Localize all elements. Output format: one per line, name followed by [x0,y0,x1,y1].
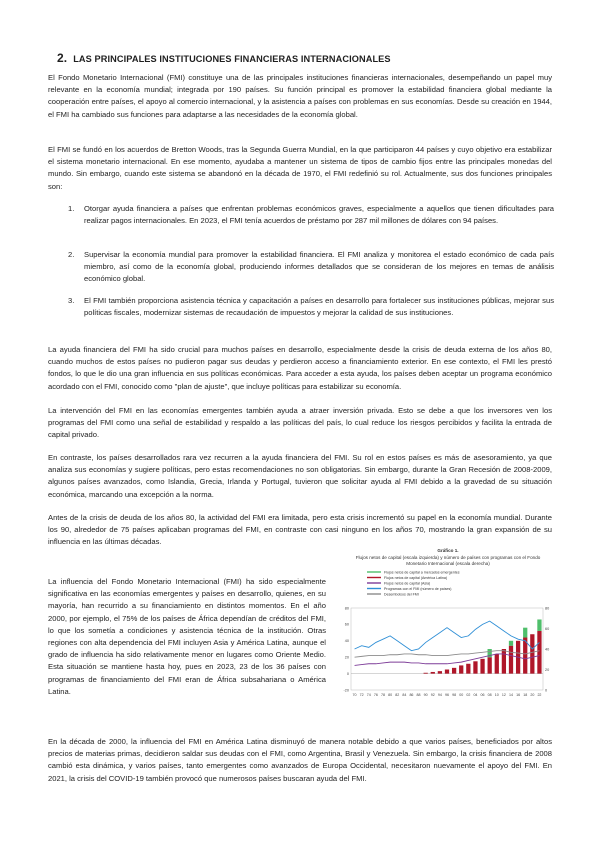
paragraph-8: En la década de 2000, la influencia del FMI en América Latina disminuyó de manera notable debido a que varios países, beneficiados por altos precios de materias primas, decidieron saldar sus deudas con el FMI, como Argentina, Brasil y Venezuela. Sin embargo, la crisis financiera de 2008 cambió esta dinámica, y varios países, tanto emergentes como avanzados de Europa Occidental, necesitaron nuevamente el apoyo del FMI. En 2021, la crisis del COVID-19 también provocó que numerosos países buscaran ayuda del FMI. [48,737,552,783]
bar [509,646,513,674]
bar [431,672,435,674]
section-title: LAS PRINCIPALES INSTITUCIONES FINANCIERAS INTERNACIONALES [73,54,391,64]
x-tick-label: 74 [366,693,371,697]
bar [452,668,456,674]
x-tick-label: 06 [480,693,485,697]
section-number: 2. [57,51,68,65]
x-tick-label: 20 [530,693,535,697]
list-text: El FMI también proporciona asistencia técnica y capacitación a países en desarrollo para fortalecer sus instituciones públicas, mejorar sus políticas fiscales, modernizar sistemas de recaudación de impuestos y mejorar la calidad de sus instituciones. [84,296,554,318]
bar [488,657,492,673]
bar [495,654,499,674]
bar [424,673,428,674]
bar [480,659,484,674]
chart-figure [337,548,559,704]
x-tick-label: 90 [423,693,428,697]
x-tick-label: 00 [459,693,464,697]
x-tick-label: 02 [466,693,471,697]
legend-label: Flujos netos de capital (América Latina) [384,576,448,581]
y-left-tick-label: 40 [344,639,349,644]
y-right-tick-label: 60 [545,626,550,631]
x-tick-label: 92 [430,693,435,697]
x-tick-label: 70 [352,693,357,697]
green-bar [537,619,541,630]
paragraph-1: El Fondo Monetario Internacional (FMI) constituye una de las principales instituciones financieras internacionales, desempeñando un papel muy relevante en la economía mundial; integrada por 190 países. Su función principal es promover la estabilidad financiera global mediante la cooperación entre países, el apoyo al comercio internacional, y la asistencia a países con problemas en sus economías. Desde su creación en 1944, el FMI ha cambiado sus funciones para adaptarse a las necesidades de la economía global. [48,73,552,119]
chart-title: Gráfico 1. [437,548,459,553]
x-tick-label: 10 [494,693,499,697]
x-tick-label: 08 [487,693,492,697]
bar [502,649,506,674]
bar [530,634,534,673]
list-text: Supervisar la economía mundial para promover la estabilidad financiera. El FMI analiza y monitorea el estado económico de cada país miembro, así como de la economía global, produciendo informes detallados que se consideran de los mejores en temas de análisis económico global. [84,250,554,284]
x-tick-label: 12 [501,693,506,697]
bar [438,671,442,673]
x-tick-label: 96 [445,693,449,697]
y-right-tick-label: 40 [545,647,550,652]
x-tick-label: 84 [402,693,407,697]
bar [537,631,541,674]
x-tick-label: 88 [416,693,421,697]
legend-label: Programas con el FMI (número de países) [384,587,452,592]
list-number: 2. [68,250,75,259]
y-left-tick-label: 80 [344,606,349,611]
y-right-tick-label: 80 [545,606,550,611]
section-heading [57,51,391,65]
paragraph-4: La intervención del FMI en las economías emergentes también ayuda a atraer inversión privada. Esto se debe a que los inversores ven los programas del FMI como una señal de estabilidad y respaldo a las políticas del país, lo cual reduce los riesgos percibidos y facilita la entrada de capital privado. [48,406,552,440]
paragraph-5: En contraste, los países desarrollados rara vez recurren a la ayuda financiera del FMI. Su rol en estos países es más de asesoramiento, ya que analiza sus economías y sugiere políticas, pero estas recomendaciones no son obligatorias. Sin embargo, durante la Gran Recesión de 2008-2009, algunos países avanzados, como Islandia, Grecia, Irlanda y Portugal, tuvieron que solicitar ayuda al FMI debido a la gravedad de su situación económica, marcando una excepción a la norma. [48,453,552,499]
plot-frame [351,608,543,690]
legend-label: Flujos netos de capital a mercados emergentes [384,570,460,575]
y-left-tick-label: 0 [346,671,349,676]
y-right-tick-label: 0 [545,688,548,693]
x-tick-label: 98 [452,693,457,697]
bar [473,661,477,673]
list-number: 1. [68,204,75,213]
bar [466,664,470,674]
legend-label: Desembolsos del FMI [384,592,419,597]
x-tick-label: 86 [409,693,414,697]
x-tick-label: 14 [509,693,513,697]
x-tick-label: 80 [388,693,393,697]
y-left-tick-label: -20 [343,688,349,693]
x-tick-label: 22 [537,693,542,697]
green-bar [523,628,527,638]
x-tick-label: 18 [523,693,528,697]
x-tick-label: 04 [473,693,478,697]
list-text: Otorgar ayuda financiera a países que enfrentan problemas económicos graves, especialmente a aquellos que tienen dificultades para realizar pagos internacionales. En 2023, el FMI tenía acuerdos de préstamo por 287 mil millones de dólares con 94 países. [84,204,554,226]
x-tick-label: 78 [381,693,385,697]
chart-subtitle: Flujos netos de capital (escala izquierda) y número de países con programas con el Fondo [355,555,541,560]
paragraph-3: La ayuda financiera del FMI ha sido crucial para muchos países en desarrollo, especialmente desde la crisis de deuda externa de los años 80, cuando muchos de estos países no pudieron pagar sus deudas y perdieron acceso a financiamiento exterior. En ese contexto, el FMI les prestó fondos, lo que le dio una gran influencia en sus políticas económicas. Para acceder a esta ayuda, los países deben aceptar un programa económico acordado con el FMI, conocido como "plan de ajuste", que incluye políticas para estabilizar su economía. [48,345,552,391]
paragraph-7: La influencia del Fondo Monetario Internacional (FMI) ha sido especialmente significativa en las economías emergentes y países en desarrollo, quienes, en su mayoría, han recurrido a su financiamiento en distintos momentos. En el año 2000, por ejemplo, el 75% de los países de África dependían de créditos del FMI, lo que los sometía a condiciones y asistencia técnica de la institución. Otras regiones con alta dependencia del FMI incluyen Asia y América Latina, aunque el grado de influencia ha sido relativamente menor en lugares como Oriente Medio. Esta situación se mantiene hasta hoy, pues en 2023, 23 de los 36 países con programas de financiamiento del FMI eran de África subsahariana o América Latina. [48,577,326,696]
list-number: 3. [68,296,75,305]
bar [459,665,463,673]
legend-label: Flujos netos de capital (Asia) [384,581,431,586]
green-bar [509,641,513,646]
y-left-tick-label: 20 [344,655,349,660]
chart-svg [337,568,559,704]
x-tick-label: 76 [373,693,378,697]
paragraph-6: Antes de la crisis de deuda de los años 80, la actividad del FMI era limitada, pero esta crisis incrementó su papel en la economía mundial. Durante los 90, alrededor de 75 países aplicaban programas del FMI, en contraste con casi ninguno en los años 70, mostrando la gran expansión de su influencia en las últimas décadas. [48,513,552,547]
chart-subtitle-2: Monetario Internacional (escala derecha) [406,561,490,566]
x-tick-label: 94 [437,693,442,697]
y-left-tick-label: 60 [344,622,349,627]
x-tick-label: 72 [359,693,364,697]
paragraph-2: El FMI se fundó en los acuerdos de Bretton Woods, tras la Segunda Guerra Mundial, en la que participaron 44 países y cuyo objetivo era estabilizar el sistema monetario internacional. En ese momento, ayudaba a mantener un sistema de tipos de cambio fijos entre las principales monedas del mundo. Sin embargo, cuando este sistema se abandonó en la década de 1970, el FMI redefinió su rol. Actualmente, sus dos funciones principales son: [48,145,552,191]
y-right-tick-label: 20 [545,667,550,672]
x-tick-label: 16 [516,693,521,697]
bar [445,670,449,674]
x-tick-label: 82 [395,693,400,697]
